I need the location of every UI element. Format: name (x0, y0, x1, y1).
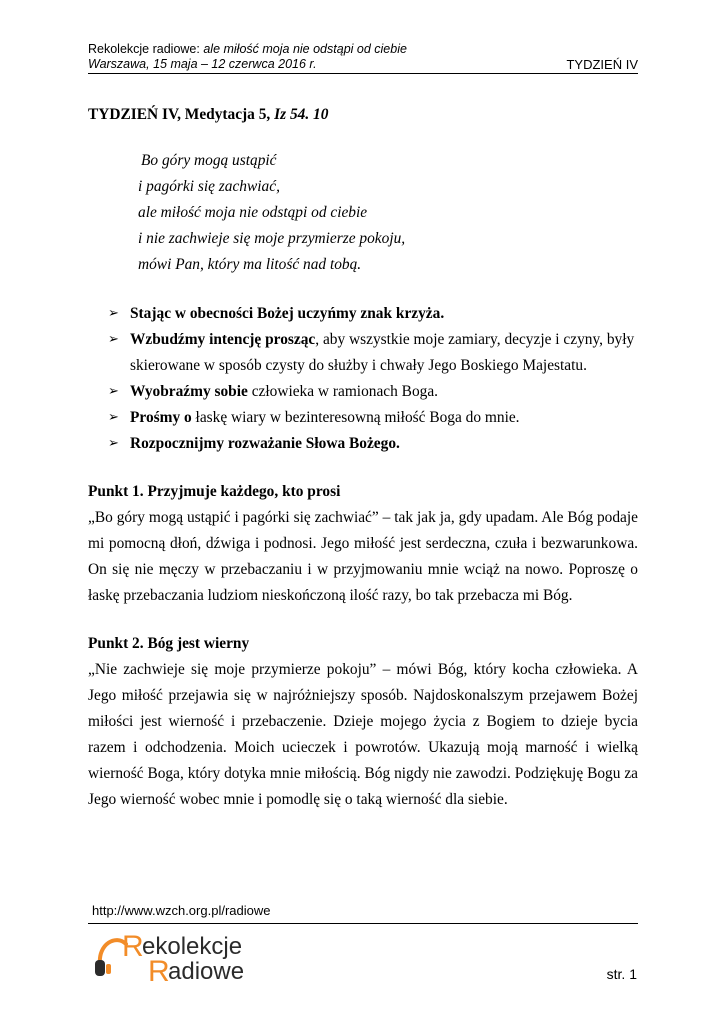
section-heading: Punkt 2. Bóg jest wierny (88, 635, 250, 652)
meditation-title: TYDZIEŃ IV, Medytacja 5, Iz 54. 10 (88, 106, 329, 123)
scripture-quote (138, 148, 638, 278)
section-body: „Bo góry mogą ustąpić i pagórki się zachwiać” – tak jak ja, gdy upadam. Ale Bóg podaje mi pomocną dłoń, dźwiga i podnosi. Jego miłość jest serdeczna, czuła i bezwarunkowa. On się nie męczy w przebaczaniu i w przyjmowaniu mnie wciąż na nowo. Poproszę o łaskę przebaczania ludziom nieskończoną ilość razy, bo tak przebacza mi Bóg. (88, 509, 638, 604)
header-week: TYDZIEŃ IV (566, 57, 638, 72)
instructions-list (88, 301, 638, 457)
section-point-2 (88, 631, 638, 813)
logo-word-2: adiowe (168, 958, 245, 985)
section-point-1 (88, 479, 638, 609)
scripture-reference: Iz 54. 10 (274, 106, 329, 123)
document-body (88, 102, 638, 813)
footer-url: http://www.wzch.org.pl/radiowe (92, 903, 271, 918)
list-item: ➢ Prośmy o łaskę wiary w bezinteresowną miłość Boga do mnie. (88, 405, 638, 431)
poem-line: i pagórki się zachwiać, (138, 178, 280, 195)
poem-line: i nie zachwieje się moje przymierze pokoju, (138, 230, 406, 247)
arrow-bullet-icon: ➢ (108, 384, 119, 399)
section-body: „Nie zachwieje się moje przymierze pokoju” – mówi Bóg, który kocha człowieka. A Jego miłość przejawia się w najróżniejszy sposób. Najdoskonalszym przejawem Bożej miłości jest wierność i przebaczenie. Dzieje mojego życia z Bogiem to dzieje bycia razem i odchodzenia. Moich ucieczek i powrotów. Ukazują moją marność i wielką wierność Boga, który dotyka mnie miłością. Bóg nigdy nie zawodzi. Podziękuję Bogu za Jego wierność wobec mnie i pomodlę się o taką wierność dla siebie. (88, 661, 638, 808)
list-item: ➢ Rozpocznijmy rozważanie Słowa Bożego. (88, 431, 638, 457)
footer-divider (88, 923, 638, 924)
header-line-1: Rekolekcje radiowe: ale miłość moja nie odstąpi od ciebie (88, 42, 407, 56)
page-number: str. 1 (606, 966, 637, 982)
list-item: ➢ Stając w obecności Bożej uczyńmy znak krzyża. (88, 301, 638, 327)
arrow-bullet-icon: ➢ (108, 332, 119, 347)
header-subtitle: ale miłość moja nie odstąpi od ciebie (203, 42, 407, 56)
logo-letter-r2: R (148, 955, 170, 986)
page-header (88, 42, 638, 72)
poem-line: ale miłość moja nie odstąpi od ciebie (138, 204, 368, 221)
header-divider (88, 73, 638, 74)
logo-word-1: ekolekcje (142, 933, 243, 960)
header-date: Warszawa, 15 maja – 12 czerwca 2016 r. (88, 57, 317, 71)
list-item: ➢ Wyobraźmy sobie człowieka w ramionach Boga. (88, 379, 638, 405)
section-heading: Punkt 1. Przyjmuje każdego, kto prosi (88, 483, 341, 500)
logo-letter-r1: R (122, 930, 144, 963)
poem-line: Bo góry mogą ustąpić (141, 152, 277, 169)
poem-line: mówi Pan, który ma litość nad tobą. (138, 256, 362, 273)
rekolekcje-radiowe-logo (92, 926, 292, 986)
arrow-bullet-icon: ➢ (108, 306, 119, 321)
list-item: ➢ Wzbudźmy intencję prosząc, aby wszystkie moje zamiary, decyzje i czyny, były skierowane w sposób czysty do służby i chwały Jego Boskiego Majestatu. (88, 327, 638, 379)
arrow-bullet-icon: ➢ (108, 436, 119, 451)
arrow-bullet-icon: ➢ (108, 410, 119, 425)
